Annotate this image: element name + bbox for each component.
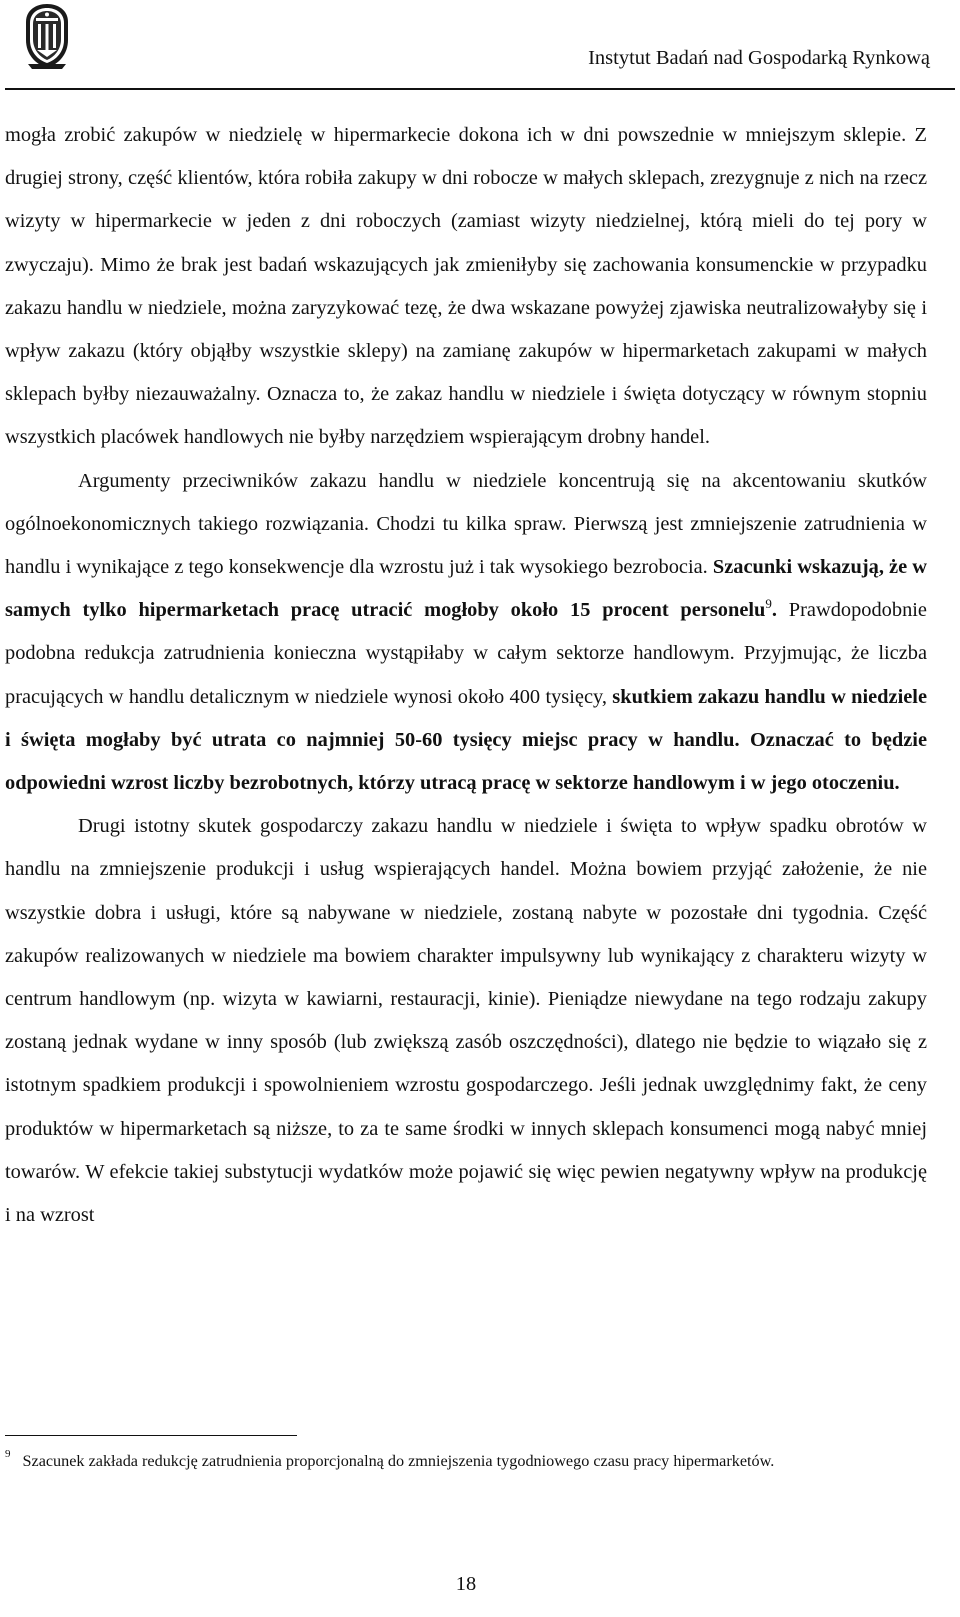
text-run: mogła zrobić zakupów w niedzielę w hipermarkecie dokona ich w dni powszednie w mniejszym sklepie. Z drugiej strony, część klientów, która robiła zakupy w dni robocze w małych sklepach, zrezygnuje z nich na rzecz wizyty w hipermarkecie w jeden z dni roboczych (zamiast wizyty niedzielnej, którą mieli do tej pory w zwyczaju). Mimo że brak jest badań wskazujących jak zmieniłyby się zachowania konsumenckie w przypadku zakazu handlu w niedziele, można zaryzykować tezę, że dwa wskazane powyżej zjawiska neutralizowałyby się i wpływ zakazu (który objąłby wszystkie sklepy) na zamianę zakupów w hipermarketach zakupami w małych sklepach byłby niezauważalny. Oznacza to, że zakaz handlu w niedziele i święta dotyczący w równym stopniu wszystkich placówek handlowych nie byłby narzędziem wspierającym drobny handel. xyxy=(5,124,927,449)
page-number: 18 xyxy=(455,1573,477,1595)
text-run: Drugi istotny skutek gospodarczy zakazu handlu w niedziele i święta to wpływ spadku obrotów w handlu na zmniejszenie produkcji i usług wspierających handel. Można bowiem przyjąć założenie, że nie wszystkie dobra i usługi, które są nabywane w niedziele, zostaną nabyte w pozostałe dni tygodnia. Część zakupów realizowanych w niedziele ma bowiem charakter impulsywny lub wynikający z charakteru wizyty w centrum handlowym (np. wizyta w kawiarni, restauracji, kinie). Pieniądze niewydane na tego rodzaju zakupy zostaną jednak wydane w inny sposób (lub zwiększą zasób oszczędności), dlatego nie będzie to wiązało się z istotnym spadkiem produkcji i spowolnieniem wzrostu gospodarczego. Jeśli jednak uwzględnimy fakt, że ceny produktów w hipermarketach są niższe, to za te same środki w innych sklepach konsumenci mogą nabyć mniej towarów. W efekcie takiej substytucji wydatków może pojawić się więc pewien negatywny wpływ na produkcję i na wzrost xyxy=(5,815,927,1227)
body-text xyxy=(5,114,927,1237)
bold-text-run: Szacunki wskazują, że w samych tylko hipermarketach pracę utracić mogłoby około 15 procent personelu xyxy=(5,556,927,622)
header-divider xyxy=(5,88,955,90)
paragraph xyxy=(5,114,927,460)
paragraph xyxy=(5,460,927,806)
page-header xyxy=(0,0,960,92)
footnote-divider xyxy=(5,1435,297,1436)
footnote-reference[interactable]: 9 xyxy=(765,596,772,612)
bold-text-run: skutkiem zakazu handlu w niedziele i święta mogłaby być utrata co najmniej 50-60 tysięcy miejsc pracy w handlu. Oznaczać to będzie odpowiedni wzrost liczby bezrobotnych, którzy utracą pracę w sektorze handlowym i w jego otoczeniu. xyxy=(5,685,927,795)
text-run: Prawdopodobnie podobna redukcja zatrudnienia konieczna wystąpiłaby w całym sektorze handlowym. Przyjmując, że liczba pracujących w handlu detalicznym w niedziele wynosi około 400 tysięcy, xyxy=(5,599,927,708)
footnote-text: Szacunek zakłada redukcję zatrudnienia proporcjonalną do zmniejszenia tygodniowego czasu pracy hipermarketów. xyxy=(22,1452,775,1470)
bold-text-run: . xyxy=(771,599,778,622)
paragraph xyxy=(5,805,927,1237)
institute-crest-logo-icon xyxy=(22,2,72,70)
footnote-number: 9 xyxy=(5,1448,11,1460)
text-run: Argumenty przeciwników zakazu handlu w niedziele koncentrują się na akcentowaniu skutków ogólnoekonomicznych takiego rozwiązania. Chodzi tu kilka spraw. Pierwszą jest zmniejszenie zatrudnienia w handlu i wynikające z tego konsekwencje dla wzrostu już i tak wysokiego bezrobocia. xyxy=(5,469,927,579)
institute-name: Instytut Badań nad Gospodarką Rynkową xyxy=(588,47,930,69)
footnote xyxy=(5,1449,927,1474)
